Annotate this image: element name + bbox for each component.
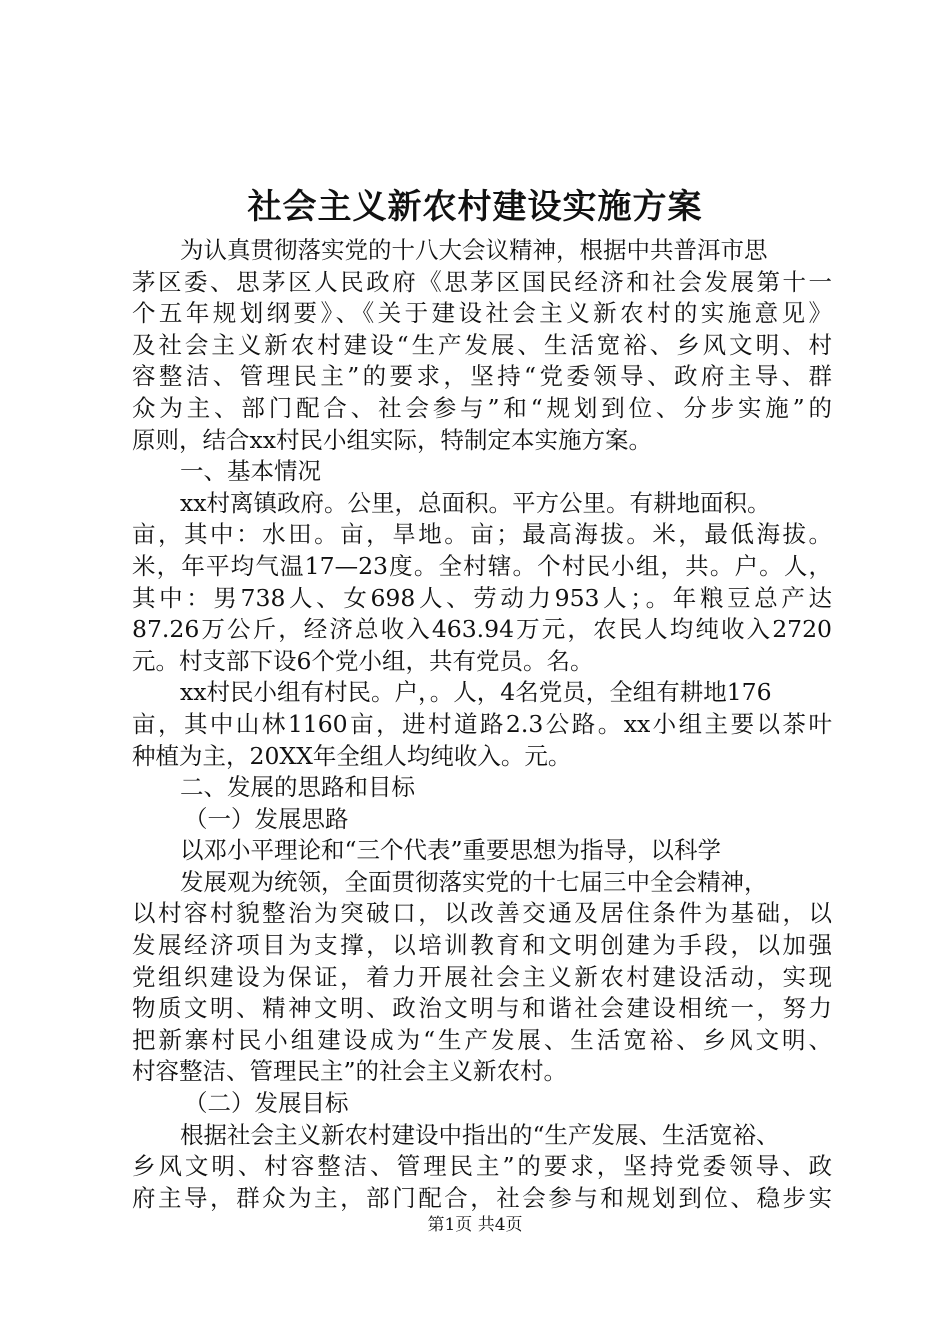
paragraph-line: 容整洁、管理民主”的要求，坚持“党委领导、政府主导、群 (132, 362, 832, 391)
paragraph-line: xx村民小组有村民。户，。人，4名党员，全组有耕地176 (180, 678, 772, 707)
paragraph-line: 87.26万公斤，经济总收入463.94万元，农民人均纯收入2720 (132, 615, 832, 644)
document-body (132, 235, 832, 1214)
paragraph-line: 原则，结合xx村民小组实际，特制定本实施方案。 (132, 425, 653, 454)
subsection-heading: （二）发展目标 (184, 1089, 349, 1118)
paragraph-line: xx村离镇政府。公里，总面积。平方公里。有耕地面积。 (180, 488, 771, 517)
section-heading: 二、发展的思路和目标 (180, 773, 415, 802)
paragraph-line: 物质文明、精神文明、政治文明与和谐社会建设相统一，努力 (132, 994, 832, 1023)
paragraph-line: 村容整洁、管理民主”的社会主义新农村。 (132, 1057, 568, 1086)
paragraph-line: 以邓小平理论和“三个代表”重要思想为指导，以科学 (180, 836, 722, 865)
paragraph-line: 为认真贯彻落实党的十八大会议精神，根据中共普洱市思 (180, 236, 768, 264)
paragraph-line: 个五年规划纲要》、《关于建设社会主义新农村的实施意见》 (132, 299, 832, 328)
paragraph-line: 众为主、部门配合、社会参与”和“规划到位、分步实施”的 (132, 393, 832, 422)
paragraph-line: 及社会主义新农村建设“生产发展、生活宽裕、乡风文明、村 (132, 330, 832, 359)
subsection-heading: （一）发展思路 (184, 804, 349, 833)
paragraph-line: 发展经济项目为支撑，以培训教育和文明创建为手段，以加强 (132, 931, 832, 960)
document-title: 社会主义新农村建设实施方案 (247, 187, 703, 227)
paragraph-line: 茅区委、思茅区人民政府《思茅区国民经济和社会发展第十一 (132, 267, 832, 296)
paragraph-line: 其中：男738人、女698人、劳动力953人；。年粮豆总产达 (132, 583, 832, 612)
paragraph-line: 米，年平均气温17—23度。全村辖。个村民小组，共。户。人， (132, 551, 832, 580)
paragraph-line: 亩，其中：水田。亩，旱地。亩；最高海拔。米，最低海拔。 (132, 520, 832, 549)
paragraph-line: 根据社会主义新农村建设中指出的“生产发展、生活宽裕、 (180, 1120, 780, 1149)
paragraph-line: 把新寨村民小组建设成为“生产发展、生活宽裕、乡风文明、 (132, 1025, 832, 1054)
paragraph-line: 元。村支部下设6个党小组，共有党员。名。 (132, 646, 594, 675)
paragraph-line: 种植为主，20XX年全组人均纯收入。元。 (132, 741, 572, 770)
paragraph-line: 乡风文明、村容整洁、管理民主”的要求，坚持党委领导、政 (132, 1152, 832, 1181)
paragraph-line: 以村容村貌整治为突破口，以改善交通及居住条件为基础，以 (132, 899, 832, 928)
paragraph-line: 亩，其中山林1160亩，进村道路2.3公路。xx小组主要以茶叶 (132, 709, 832, 738)
section-heading: 一、基本情况 (180, 457, 321, 486)
paragraph-line: 发展观为统领，全面贯彻落实党的十七届三中全会精神， (180, 867, 768, 896)
page-footer: 第1页 共4页 (427, 1215, 523, 1235)
paragraph-line: 府主导，群众为主，部门配合，社会参与和规划到位、稳步实 (132, 1183, 832, 1212)
paragraph-line: 党组织建设为保证，着力开展社会主义新农村建设活动，实现 (132, 962, 832, 991)
